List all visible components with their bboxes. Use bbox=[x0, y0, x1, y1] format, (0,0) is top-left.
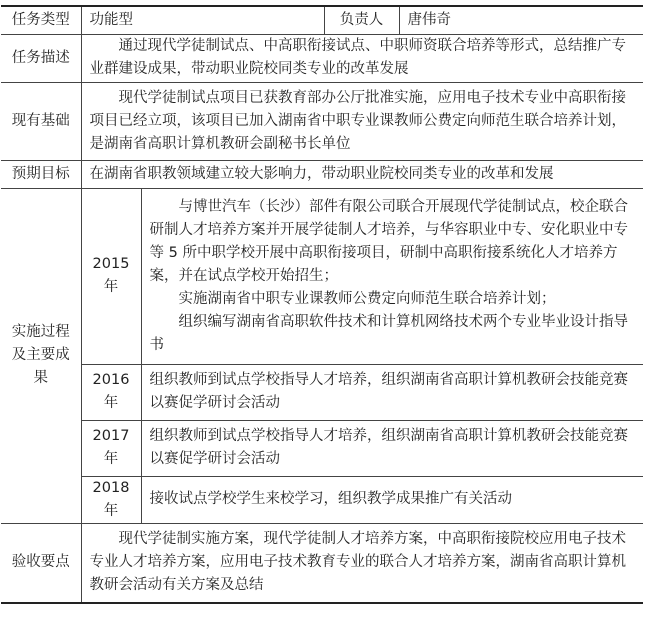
description-text: 通过现代学徒制试点、中高职衔接试点、中职师资联合培养等形式，总结推广专业群建设成果，带动职业院校同类专业的改革发展 bbox=[81, 34, 643, 82]
process-label: 实施过程及主要成果 bbox=[1, 188, 81, 523]
task-type-row bbox=[1, 6, 643, 34]
process-year: 2016 年 bbox=[81, 364, 141, 420]
description-label: 任务描述 bbox=[1, 34, 81, 82]
basis-text: 现代学徒制试点项目已获教育部办公厅批准实施，应用电子技术专业中高职衔接项目已经立项，该项目已加入湖南省中职专业课教师公费定向师范生联合培养计划，是湖南省高职计算机教研会副秘书长单位 bbox=[81, 82, 643, 160]
basis-label: 现有基础 bbox=[1, 82, 81, 160]
goal-row bbox=[1, 160, 643, 188]
acceptance-text: 现代学徒制实施方案，现代学徒制人才培养方案，中高职衔接院校应用电子技术专业人才培养方案，应用电子技术教育专业的联合人才培养方案，湖南省高职计算机教研会活动有关方案及总结 bbox=[81, 523, 643, 603]
task-table bbox=[1, 5, 643, 604]
process-paragraph: 实施湖南省中职专业课教师公费定向师范生联合培养计划； bbox=[178, 290, 556, 307]
process-year: 2017 年 bbox=[81, 420, 141, 476]
description-row bbox=[1, 34, 643, 82]
basis-row bbox=[1, 82, 643, 160]
process-content bbox=[141, 188, 643, 364]
acceptance-label: 验收要点 bbox=[1, 523, 81, 603]
process-content: 组织教师到试点学校指导人才培养，组织湖南省高职计算机教研会技能竞赛以赛促学研讨会活动 bbox=[141, 420, 643, 476]
process-row-2016 bbox=[1, 364, 643, 420]
goal-label: 预期目标 bbox=[1, 160, 81, 188]
acceptance-row bbox=[1, 523, 643, 603]
process-paragraph: 与博世汽车（长沙）部件有限公司联合开展现代学徒制试点，校企联合研制人才培养方案并开展学徒制人才培养，与华容职业中专、安化职业中专等 5 所中职学校开展中高职衔接项目，研制中高职衔接系统化人才培养方案，并在试点学校开始招生； bbox=[149, 198, 628, 284]
owner-label: 负责人 bbox=[324, 6, 399, 34]
process-year: 2015 年 bbox=[81, 188, 141, 364]
process-row-2017 bbox=[1, 420, 643, 476]
goal-text: 在湖南省职教领域建立较大影响力，带动职业院校同类专业的改革和发展 bbox=[81, 160, 643, 188]
process-row-2018 bbox=[1, 476, 643, 523]
process-content: 组织教师到试点学校指导人才培养，组织湖南省高职计算机教研会技能竞赛以赛促学研讨会活动 bbox=[141, 364, 643, 420]
task-type-value: 功能型 bbox=[81, 6, 324, 34]
owner-value: 唐伟奇 bbox=[399, 6, 643, 34]
process-year: 2018 年 bbox=[81, 476, 141, 523]
task-type-label: 任务类型 bbox=[1, 6, 81, 34]
process-content: 接收试点学校学生来校学习，组织教学成果推广有关活动 bbox=[141, 476, 643, 523]
process-row-2015 bbox=[1, 188, 643, 364]
process-paragraph: 组织编写湖南省高职软件技术和计算机网络技术两个专业毕业设计指导书 bbox=[149, 313, 628, 353]
